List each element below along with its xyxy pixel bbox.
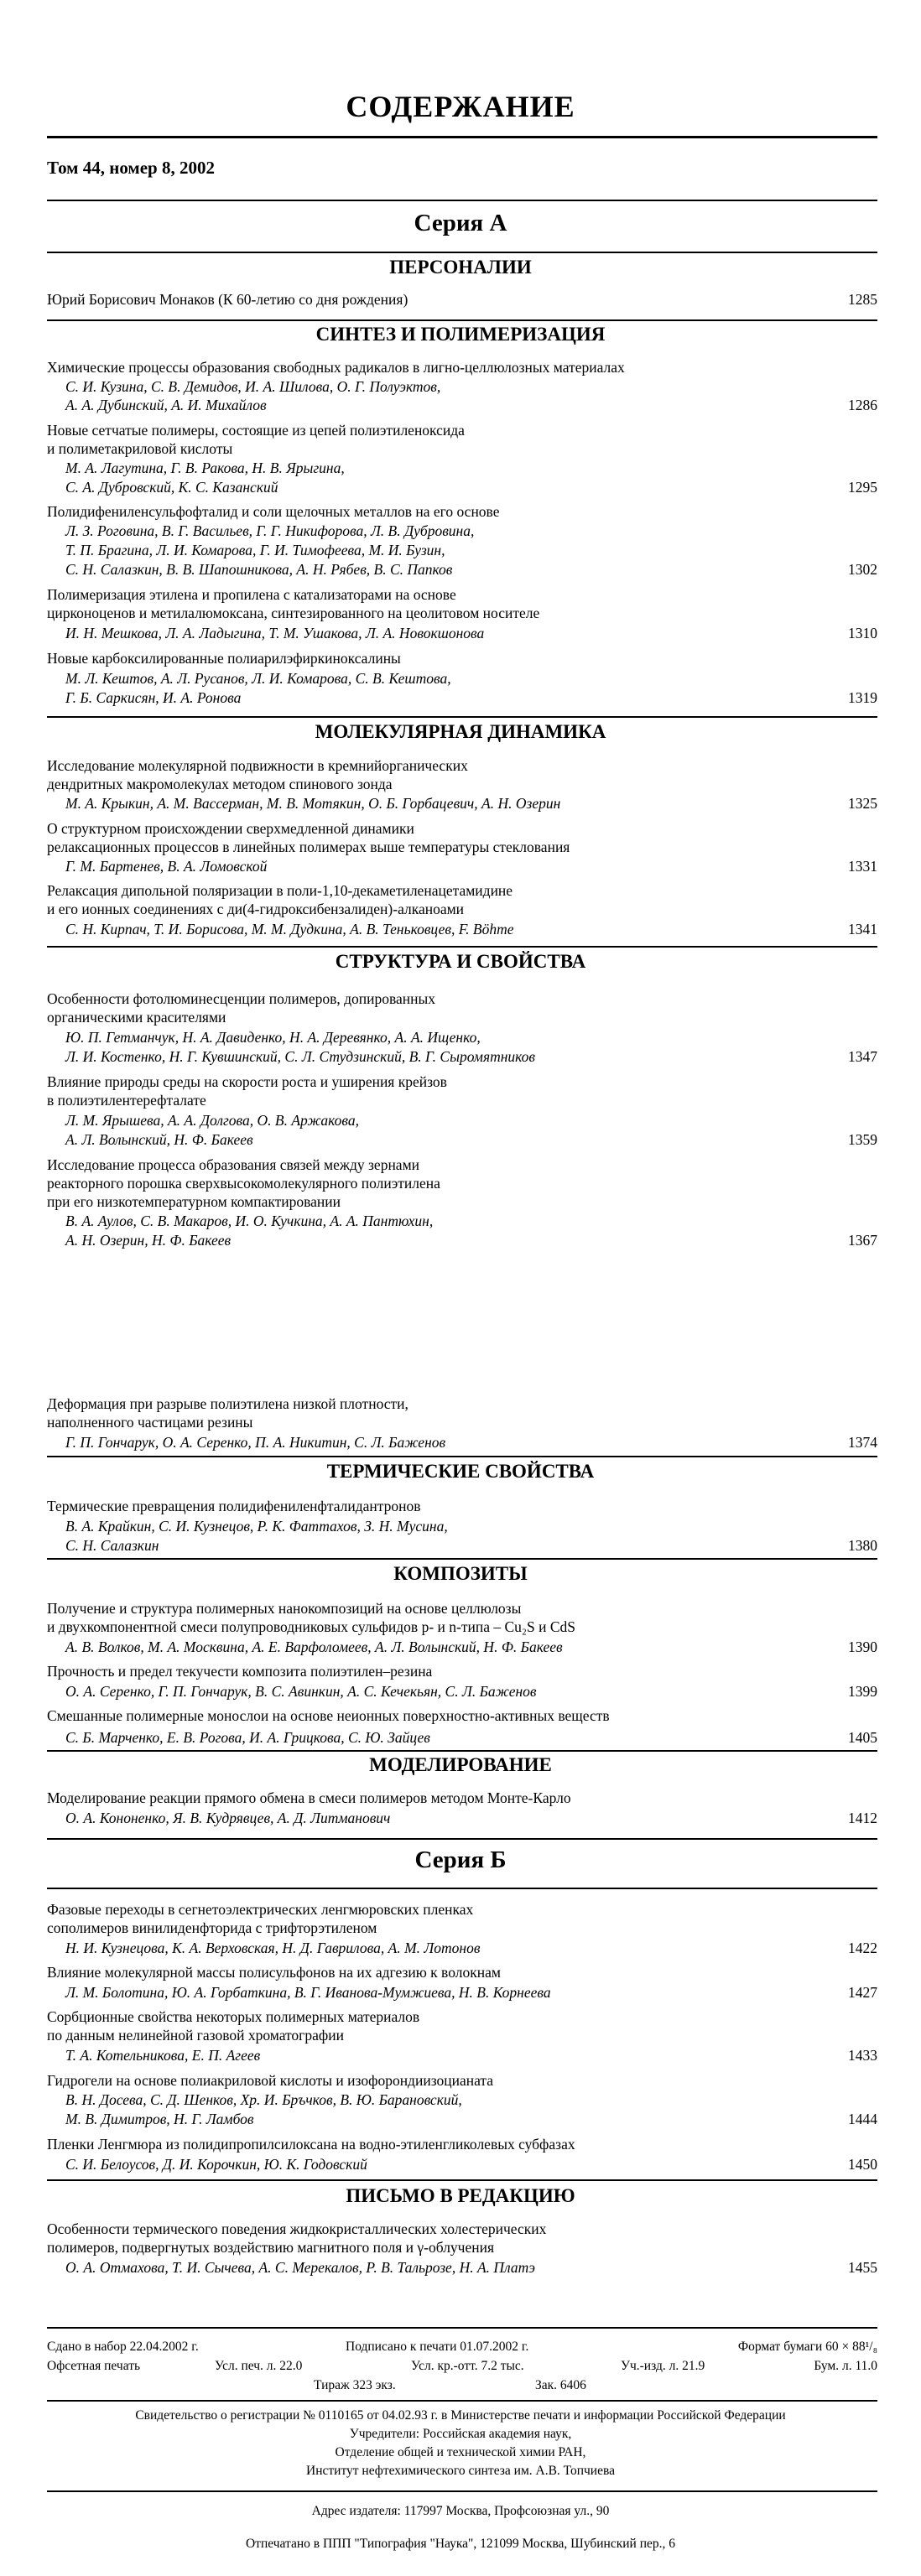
imprint-typeset-date: Сдано в набор 22.04.2002 г. [47,2340,199,2354]
entry-authors: С. А. Дубровский, К. С. Казанский [65,479,278,496]
issue-info: Том 44, номер 8, 2002 [47,158,215,178]
entry-authors: Т. П. Брагина, Л. И. Комарова, Г. И. Тимофеева, М. И. Бузин, [65,542,445,558]
entry-title: Особенности фотолюминесценции полимеров, допированных [47,990,436,1007]
entry-title: полимеров, подвергнутых воздействию магнитного поля и γ-облучения [47,2239,495,2256]
entry-authors: А. Н. Озерин, Н. Ф. Бакеев [65,1232,232,1249]
entry-page: 1286 [848,397,877,413]
entry-authors: Г. П. Гончарук, О. А. Серенко, П. А. Никитин, С. Л. Баженов [65,1434,446,1451]
entry-title: Термические превращения полидифениленфталидантронов [47,1498,421,1514]
entry-page: 1422 [848,1940,877,1956]
series-rule [47,200,877,201]
entry-title: релаксационных процессов в линейных полимерах выше температуры стеклования [47,839,570,855]
entry-page: 1390 [848,1639,877,1655]
entry-title: О структурном происхождении сверхмедленной динамики [47,820,414,837]
entry-authors: М. А. Крыкин, А. М. Вассерман, М. В. Мотякин, О. Б. Горбацевич, А. Н. Озерин [65,795,561,812]
entry-authors: О. А. Кононенко, Я. В. Кудрявцев, А. Д. Литманович [65,1810,391,1826]
entry-authors: В. А. Крайкин, С. И. Кузнецов, Р. К. Фаттахов, З. Н. Мусина, [65,1518,448,1535]
entry-page: 1374 [848,1434,877,1451]
entry-title: Смешанные полимерные монослои на основе неионных поверхностно-активных веществ [47,1707,610,1724]
founders-line: Институт нефтехимического синтеза им. А.В. Топчиева [306,2464,615,2478]
entry-authors: А. Л. Волынский, Н. Ф. Бакеев [65,1131,253,1148]
section-heading: ТЕРМИЧЕСКИЕ СВОЙСТВА [326,1461,595,1482]
section-heading: ПИСЬМО В РЕДАКЦИЮ [346,2185,575,2206]
imprint-paper-format: Формат бумаги 60 × 88¹/₈ [737,2340,877,2354]
entry-title: и полиметакриловой кислоты [47,440,233,457]
entry-page: 1325 [848,795,877,812]
entry-authors: С. Н. Салазкин [65,1537,159,1554]
entry-title: цирконоценов и метилалюмоксана, синтезированного на цеолитовом носителе [47,605,540,621]
series-rule [47,1838,877,1840]
entry-page: 1359 [848,1131,877,1148]
entry-page: 1331 [848,858,877,875]
entry-authors: С. И. Белоусов, Д. И. Корочкин, Ю. К. Годовский [65,2156,367,2173]
section-rule [47,1558,877,1560]
section-heading: СИНТЕЗ И ПОЛИМЕРИЗАЦИЯ [315,324,606,345]
entry-title: и его ионных соединениях с ди(4-гидроксибензалиден)-алканоами [47,901,465,917]
entry-authors: Г. Б. Саркисян, И. А. Ронова [65,689,242,706]
entry-authors: Л. М. Болотина, Ю. А. Горбаткина, В. Г. Иванова-Мумжиева, Н. В. Корнеева [65,1984,551,2001]
entry-authors: В. Н. Досева, С. Д. Шенков, Хр. И. Бръчков, В. Ю. Барановский, [65,2091,462,2108]
page-title: СОДЕРЖАНИЕ [346,90,575,123]
entry-title: Влияние природы среды на скорости роста и уширения крейзов [47,1073,447,1090]
entry-title: Влияние молекулярной массы полисульфонов на их адгезию к волокнам [47,1964,501,1981]
entry-title: Исследование процесса образования связей между зернами [47,1156,420,1173]
entry-page: 1347 [848,1048,877,1065]
section-heading: МОДЕЛИРОВАНИЕ [369,1754,552,1775]
entry-page: 1302 [848,561,877,578]
title-rule [47,136,877,138]
entry-title: Прочность и предел текучести композита полиэтилен–резина [47,1663,433,1680]
entry-title: Химические процессы образования свободных радикалов в лигно-целлюлозных материалах [47,359,625,376]
registration-line: Свидетельство о регистрации № 0110165 от 04.02.93 г. в Министерстве печати и информации Российской Федерации [135,2408,786,2423]
entry-page: 1427 [848,1984,877,2001]
section-rule [47,716,877,718]
entry-authors: Ю. П. Гетманчук, Н. А. Давиденко, Н. А. Деревянко, А. А. Ищенко, [65,1029,481,1046]
entry-authors: М. В. Димитров, Н. Г. Ламбов [65,2111,254,2127]
founders-line: Отделение общей и технической химии РАН, [335,2445,586,2459]
imprint-circulation: Тираж 323 экз. [314,2378,396,2392]
entry-page: 1444 [848,2111,877,2127]
entry-title: Юрий Борисович Монаков (К 60-летию со дня рождения) [47,291,408,308]
entry-page: 1433 [848,2047,877,2064]
imprint-order: Зак. 6406 [535,2378,586,2392]
imprint-paper-sheets: Бум. л. 11.0 [814,2359,877,2373]
entry-authors: С. Б. Марченко, Е. В. Рогова, И. А. Грицкова, С. Ю. Зайцев [65,1729,430,1746]
entry-title: при его низкотемпературном компактировании [47,1193,341,1210]
entry-title: Моделирование реакции прямого обмена в смеси полимеров методом Монте-Карло [47,1789,571,1806]
imprint-print-type: Офсетная печать [47,2359,141,2373]
imprint-rule [47,2490,877,2492]
series-heading: Серия Б [414,1846,507,1873]
entry-page: 1341 [848,921,877,937]
imprint-rule [47,2400,877,2402]
entry-title: Деформация при разрыве полиэтилена низкой плотности, [47,1395,408,1412]
entry-authors: О. А. Отмахова, Т. И. Сычева, А. С. Мерекалов, Р. В. Тальрозе, Н. А. Платэ [65,2259,535,2276]
entry-page: 1412 [848,1810,877,1826]
entry-page: 1450 [848,2156,877,2173]
entry-authors: С. Н. Кирпач, Т. И. Борисова, М. М. Дудкина, А. В. Теньковцев, F. Böhme [65,921,514,937]
imprint-signed-date: Подписано к печати 01.07.2002 г. [346,2340,529,2354]
entry-title: Полимеризация этилена и пропилена с катализаторами на основе [47,586,456,603]
entry-title: органическими красителями [47,1009,226,1026]
entry-page: 1310 [848,625,877,641]
entry-page: 1319 [848,689,877,706]
entry-authors: Н. И. Кузнецова, К. А. Верховская, Н. Д. Гаврилова, А. М. Лотонов [65,1940,481,1956]
imprint-print-sheets: Усл. печ. л. 22.0 [215,2359,303,2373]
entry-title: Особенности термического поведения жидкокристаллических холестерических [47,2220,547,2237]
entry-title: сополимеров винилиденфторида с трифторэтиленом [47,1919,377,1936]
entry-authors: Т. А. Котельникова, Е. П. Агеев [65,2047,261,2064]
entry-authors: А. В. Волков, М. А. Москвина, А. Е. Варфоломеев, А. Л. Волынский, Н. Ф. Бакеев [65,1639,563,1655]
entry-title: в полиэтилентерефталате [47,1092,206,1109]
entry-authors: Г. М. Бартенев, В. А. Ломовской [65,858,268,875]
entry-authors: В. А. Аулов, С. В. Макаров, И. О. Кучкина, А. А. Пантюхин, [65,1213,434,1229]
entry-title: Исследование молекулярной подвижности в кремнийорганических [47,757,468,774]
entry-title: наполненного частицами резины [47,1414,253,1431]
entry-page: 1405 [848,1729,877,1746]
entry-authors: Л. И. Костенко, Н. Г. Кувшинский, С. Л. Студзинский, В. Г. Сыромятников [65,1048,536,1065]
entry-authors: М. Л. Кештов, А. Л. Русанов, Л. И. Комарова, С. В. Кештова, [65,670,451,687]
entry-page: 1285 [848,291,877,308]
entry-title: и двухкомпонентной смеси полупроводниковых сульфидов p- и n-типа – Cu₂S и CdS [47,1618,576,1635]
section-heading: ПЕРСОНАЛИИ [389,257,532,278]
section-rule [47,1456,877,1457]
entry-title: Новые карбоксилированные полиарилэфиркиноксалины [47,650,401,667]
entry-title: Релаксация дипольной поляризации в поли-1,10-декаметиленацетамидине [47,882,513,899]
entry-title: Сорбционные свойства некоторых полимерных материалов [47,2008,420,2025]
entry-page: 1295 [848,479,877,496]
entry-authors: Л. З. Роговина, В. Г. Васильев, Г. Г. Никифорова, Л. В. Дубровина, [65,522,475,539]
entry-authors: М. А. Лагутина, Г. В. Ракова, Н. В. Ярыгина, [65,460,345,476]
entry-authors: С. Н. Салазкин, В. В. Шапошникова, А. Н. Рябев, В. С. Папков [65,561,453,578]
printer-info: Отпечатано в ППП "Типография "Наука", 121099 Москва, Шубинский пер., 6 [245,2537,676,2551]
section-heading: КОМПОЗИТЫ [393,1563,528,1584]
entry-page: 1380 [848,1537,877,1554]
entry-title: Полидифениленсульфофталид и соли щелочных металлов на его основе [47,503,500,520]
section-rule [47,946,877,948]
entry-title: Пленки Ленгмюра из полидипропилсилоксана на водно-этиленгликолевых субфазах [47,2136,575,2153]
entry-title: реакторного порошка сверхвысокомолекулярного полиэтилена [47,1175,440,1192]
entry-page: 1367 [848,1232,877,1249]
entry-page: 1399 [848,1683,877,1700]
section-heading: СТРУКТУРА И СВОЙСТВА [335,951,586,972]
entry-authors: С. И. Кузина, С. В. Демидов, И. А. Шилова, О. Г. Полуэктов, [65,378,441,395]
entry-title: Получение и структура полимерных нанокомпозиций на основе целлюлозы [47,1600,522,1617]
series-rule [47,1888,877,1889]
entry-authors: Л. М. Ярышева, А. А. Долгова, О. В. Аржакова, [65,1112,359,1129]
section-rule [47,252,877,253]
entry-title: по данным нелинейной газовой хроматографии [47,2027,344,2044]
section-rule [47,1750,877,1752]
imprint-pub-sheets: Уч.-изд. л. 21.9 [621,2359,705,2373]
publisher-address: Адрес издателя: 117997 Москва, Профсоюзная ул., 90 [311,2504,610,2518]
entry-title: Фазовые переходы в сегнетоэлектрических ленгмюровских пленках [47,1901,474,1918]
entry-authors: О. А. Серенко, Г. П. Гончарук, В. С. Авинкин, А. С. Кечекьян, С. Л. Баженов [65,1683,537,1700]
entry-title: Гидрогели на основе полиакриловой кислоты и изофорондиизоцианата [47,2072,494,2089]
imprint-color-prints: Усл. кр.-отт. 7.2 тыс. [411,2359,524,2373]
entry-page: 1455 [848,2259,877,2276]
imprint-rule [47,2327,877,2329]
section-heading: МОЛЕКУЛЯРНАЯ ДИНАМИКА [315,721,606,742]
section-rule [47,319,877,321]
entry-authors: И. Н. Мешкова, Л. А. Ладыгина, Т. М. Ушакова, Л. А. Новокшонова [65,625,485,641]
entry-title: Новые сетчатые полимеры, состоящие из цепей полиэтиленоксида [47,422,465,439]
series-heading: Серия А [414,210,507,236]
founders-line: Учредители: Российская академия наук, [349,2427,572,2441]
section-rule [47,2179,877,2181]
entry-title: дендритных макромолекулах методом спинового зонда [47,776,393,792]
entry-authors: А. А. Дубинский, А. И. Михайлов [65,397,267,413]
